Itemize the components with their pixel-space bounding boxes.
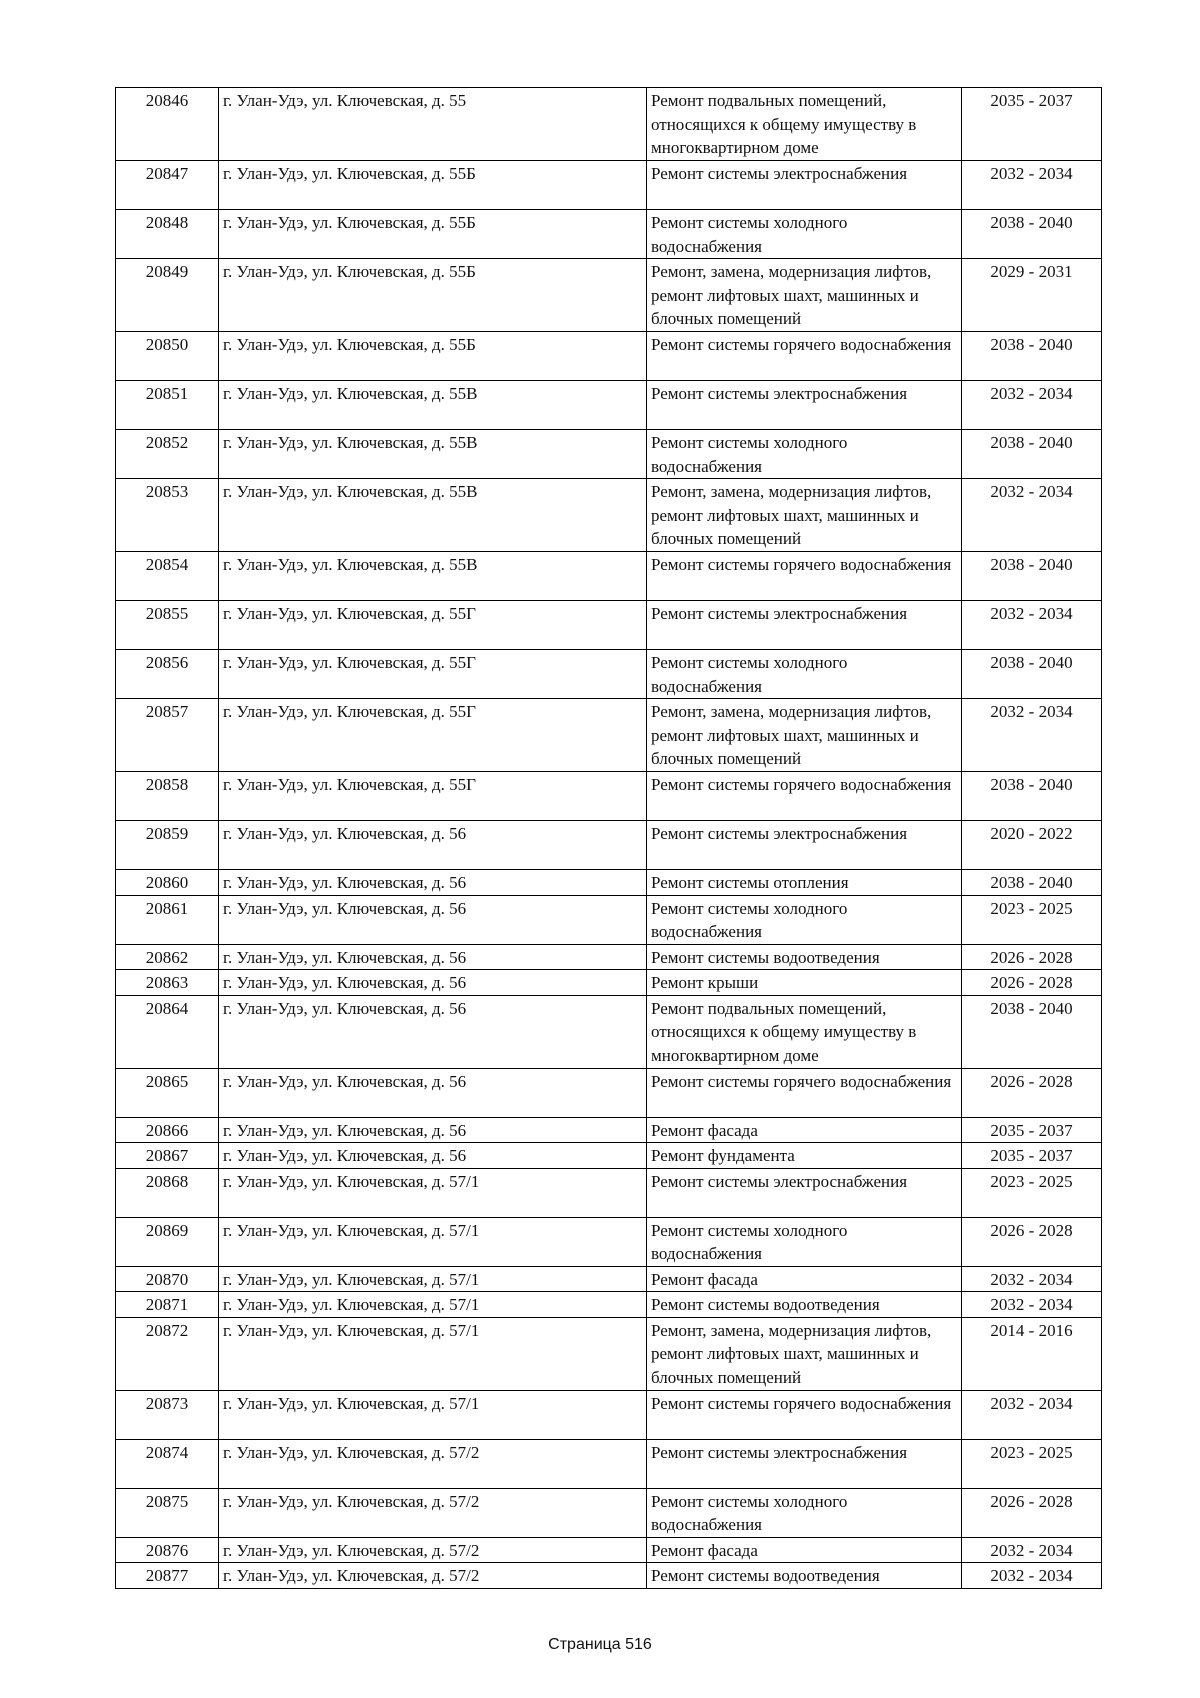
period-cell: 2038 - 2040 bbox=[962, 552, 1102, 601]
table-row bbox=[116, 870, 1102, 896]
row-number-cell: 20876 bbox=[116, 1537, 219, 1563]
table-row bbox=[116, 1317, 1102, 1390]
work-type-cell: Ремонт фасада bbox=[647, 1117, 962, 1143]
row-number-cell: 20866 bbox=[116, 1117, 219, 1143]
row-number-cell: 20862 bbox=[116, 944, 219, 970]
address-cell: г. Улан-Удэ, ул. Ключевская, д. 56 bbox=[219, 870, 647, 896]
table-row bbox=[116, 699, 1102, 772]
period-cell: 2038 - 2040 bbox=[962, 210, 1102, 259]
address-cell: г. Улан-Удэ, ул. Ключевская, д. 55 bbox=[219, 88, 647, 161]
period-cell: 2032 - 2034 bbox=[962, 601, 1102, 650]
period-cell: 2032 - 2034 bbox=[962, 381, 1102, 430]
work-type-cell: Ремонт системы водоотведения bbox=[647, 1292, 962, 1318]
period-cell: 2038 - 2040 bbox=[962, 332, 1102, 381]
work-type-cell: Ремонт подвальных помещений, относящихся к общему имуществу в многоквартирном доме bbox=[647, 88, 962, 161]
address-cell: г. Улан-Удэ, ул. Ключевская, д. 57/2 bbox=[219, 1563, 647, 1589]
row-number-cell: 20856 bbox=[116, 650, 219, 699]
row-number-cell: 20873 bbox=[116, 1390, 219, 1439]
table-row bbox=[116, 1068, 1102, 1117]
table-row bbox=[116, 821, 1102, 870]
row-number-cell: 20851 bbox=[116, 381, 219, 430]
address-cell: г. Улан-Удэ, ул. Ключевская, д. 57/2 bbox=[219, 1488, 647, 1537]
row-number-cell: 20859 bbox=[116, 821, 219, 870]
address-cell: г. Улан-Удэ, ул. Ключевская, д. 55Г bbox=[219, 601, 647, 650]
work-type-cell: Ремонт системы горячего водоснабжения bbox=[647, 1390, 962, 1439]
work-type-cell: Ремонт, замена, модернизация лифтов, ремонт лифтовых шахт, машинных и блочных помещений bbox=[647, 699, 962, 772]
table-row bbox=[116, 1117, 1102, 1143]
row-number-cell: 20861 bbox=[116, 895, 219, 944]
address-cell: г. Улан-Удэ, ул. Ключевская, д. 55Б bbox=[219, 259, 647, 332]
row-number-cell: 20877 bbox=[116, 1563, 219, 1589]
period-cell: 2026 - 2028 bbox=[962, 1488, 1102, 1537]
work-type-cell: Ремонт фасада bbox=[647, 1537, 962, 1563]
row-number-cell: 20853 bbox=[116, 479, 219, 552]
table-row bbox=[116, 479, 1102, 552]
address-cell: г. Улан-Удэ, ул. Ключевская, д. 57/1 bbox=[219, 1390, 647, 1439]
row-number-cell: 20860 bbox=[116, 870, 219, 896]
table-row bbox=[116, 944, 1102, 970]
period-cell: 2032 - 2034 bbox=[962, 1390, 1102, 1439]
row-number-cell: 20874 bbox=[116, 1439, 219, 1488]
table-row bbox=[116, 1390, 1102, 1439]
row-number-cell: 20849 bbox=[116, 259, 219, 332]
address-cell: г. Улан-Удэ, ул. Ключевская, д. 56 bbox=[219, 944, 647, 970]
address-cell: г. Улан-Удэ, ул. Ключевская, д. 56 bbox=[219, 1068, 647, 1117]
work-type-cell: Ремонт, замена, модернизация лифтов, ремонт лифтовых шахт, машинных и блочных помещений bbox=[647, 479, 962, 552]
table-row bbox=[116, 552, 1102, 601]
repair-schedule-table bbox=[115, 87, 1102, 1589]
page-number: Страница 516 bbox=[548, 1636, 652, 1653]
address-cell: г. Улан-Удэ, ул. Ключевская, д. 55В bbox=[219, 430, 647, 479]
address-cell: г. Улан-Удэ, ул. Ключевская, д. 56 bbox=[219, 1117, 647, 1143]
address-cell: г. Улан-Удэ, ул. Ключевская, д. 57/1 bbox=[219, 1217, 647, 1266]
period-cell: 2038 - 2040 bbox=[962, 870, 1102, 896]
table-row bbox=[116, 381, 1102, 430]
period-cell: 2023 - 2025 bbox=[962, 1439, 1102, 1488]
table-row bbox=[116, 259, 1102, 332]
work-type-cell: Ремонт системы горячего водоснабжения bbox=[647, 552, 962, 601]
address-cell: г. Улан-Удэ, ул. Ключевская, д. 55Б bbox=[219, 210, 647, 259]
address-cell: г. Улан-Удэ, ул. Ключевская, д. 55Б bbox=[219, 161, 647, 210]
work-type-cell: Ремонт системы горячего водоснабжения bbox=[647, 332, 962, 381]
row-number-cell: 20868 bbox=[116, 1168, 219, 1217]
address-cell: г. Улан-Удэ, ул. Ключевская, д. 55В bbox=[219, 552, 647, 601]
work-type-cell: Ремонт системы водоотведения bbox=[647, 944, 962, 970]
address-cell: г. Улан-Удэ, ул. Ключевская, д. 55Г bbox=[219, 772, 647, 821]
address-cell: г. Улан-Удэ, ул. Ключевская, д. 57/1 bbox=[219, 1168, 647, 1217]
address-cell: г. Улан-Удэ, ул. Ключевская, д. 56 bbox=[219, 895, 647, 944]
row-number-cell: 20857 bbox=[116, 699, 219, 772]
work-type-cell: Ремонт, замена, модернизация лифтов, ремонт лифтовых шахт, машинных и блочных помещений bbox=[647, 1317, 962, 1390]
table-row bbox=[116, 970, 1102, 996]
address-cell: г. Улан-Удэ, ул. Ключевская, д. 57/2 bbox=[219, 1537, 647, 1563]
table-row bbox=[116, 161, 1102, 210]
address-cell: г. Улан-Удэ, ул. Ключевская, д. 55В bbox=[219, 479, 647, 552]
period-cell: 2026 - 2028 bbox=[962, 1217, 1102, 1266]
period-cell: 2038 - 2040 bbox=[962, 430, 1102, 479]
row-number-cell: 20875 bbox=[116, 1488, 219, 1537]
row-number-cell: 20864 bbox=[116, 995, 219, 1068]
address-cell: г. Улан-Удэ, ул. Ключевская, д. 55Г bbox=[219, 650, 647, 699]
address-cell: г. Улан-Удэ, ул. Ключевская, д. 57/1 bbox=[219, 1317, 647, 1390]
period-cell: 2035 - 2037 bbox=[962, 1117, 1102, 1143]
row-number-cell: 20852 bbox=[116, 430, 219, 479]
work-type-cell: Ремонт системы электроснабжения bbox=[647, 381, 962, 430]
work-type-cell: Ремонт системы электроснабжения bbox=[647, 821, 962, 870]
work-type-cell: Ремонт системы холодного водоснабжения bbox=[647, 210, 962, 259]
work-type-cell: Ремонт системы холодного водоснабжения bbox=[647, 1217, 962, 1266]
table-body bbox=[116, 88, 1102, 1589]
work-type-cell: Ремонт системы холодного водоснабжения bbox=[647, 650, 962, 699]
table-row bbox=[116, 210, 1102, 259]
row-number-cell: 20848 bbox=[116, 210, 219, 259]
work-type-cell: Ремонт фасада bbox=[647, 1266, 962, 1292]
table-row bbox=[116, 1292, 1102, 1318]
period-cell: 2032 - 2034 bbox=[962, 479, 1102, 552]
address-cell: г. Улан-Удэ, ул. Ключевская, д. 56 bbox=[219, 995, 647, 1068]
table-row bbox=[116, 601, 1102, 650]
work-type-cell: Ремонт системы холодного водоснабжения bbox=[647, 430, 962, 479]
work-type-cell: Ремонт системы горячего водоснабжения bbox=[647, 772, 962, 821]
table-row bbox=[116, 1168, 1102, 1217]
period-cell: 2014 - 2016 bbox=[962, 1317, 1102, 1390]
row-number-cell: 20863 bbox=[116, 970, 219, 996]
period-cell: 2026 - 2028 bbox=[962, 1068, 1102, 1117]
row-number-cell: 20865 bbox=[116, 1068, 219, 1117]
work-type-cell: Ремонт системы электроснабжения bbox=[647, 1439, 962, 1488]
row-number-cell: 20847 bbox=[116, 161, 219, 210]
work-type-cell: Ремонт фундамента bbox=[647, 1143, 962, 1169]
row-number-cell: 20869 bbox=[116, 1217, 219, 1266]
work-type-cell: Ремонт системы электроснабжения bbox=[647, 161, 962, 210]
row-number-cell: 20850 bbox=[116, 332, 219, 381]
address-cell: г. Улан-Удэ, ул. Ключевская, д. 55Г bbox=[219, 699, 647, 772]
period-cell: 2035 - 2037 bbox=[962, 88, 1102, 161]
period-cell: 2032 - 2034 bbox=[962, 1537, 1102, 1563]
work-type-cell: Ремонт системы отопления bbox=[647, 870, 962, 896]
table-row bbox=[116, 772, 1102, 821]
row-number-cell: 20854 bbox=[116, 552, 219, 601]
period-cell: 2032 - 2034 bbox=[962, 161, 1102, 210]
address-cell: г. Улан-Удэ, ул. Ключевская, д. 56 bbox=[219, 970, 647, 996]
period-cell: 2032 - 2034 bbox=[962, 1292, 1102, 1318]
work-type-cell: Ремонт системы горячего водоснабжения bbox=[647, 1068, 962, 1117]
address-cell: г. Улан-Удэ, ул. Ключевская, д. 57/1 bbox=[219, 1266, 647, 1292]
address-cell: г. Улан-Удэ, ул. Ключевская, д. 57/1 bbox=[219, 1292, 647, 1318]
table-row bbox=[116, 895, 1102, 944]
period-cell: 2035 - 2037 bbox=[962, 1143, 1102, 1169]
table-row bbox=[116, 650, 1102, 699]
row-number-cell: 20872 bbox=[116, 1317, 219, 1390]
period-cell: 2032 - 2034 bbox=[962, 1563, 1102, 1589]
table-row bbox=[116, 1439, 1102, 1488]
work-type-cell: Ремонт системы холодного водоснабжения bbox=[647, 1488, 962, 1537]
period-cell: 2020 - 2022 bbox=[962, 821, 1102, 870]
address-cell: г. Улан-Удэ, ул. Ключевская, д. 55В bbox=[219, 381, 647, 430]
address-cell: г. Улан-Удэ, ул. Ключевская, д. 57/2 bbox=[219, 1439, 647, 1488]
table-row bbox=[116, 1488, 1102, 1537]
row-number-cell: 20871 bbox=[116, 1292, 219, 1318]
table-row bbox=[116, 1537, 1102, 1563]
table-row bbox=[116, 1266, 1102, 1292]
work-type-cell: Ремонт, замена, модернизация лифтов, ремонт лифтовых шахт, машинных и блочных помещений bbox=[647, 259, 962, 332]
period-cell: 2032 - 2034 bbox=[962, 1266, 1102, 1292]
address-cell: г. Улан-Удэ, ул. Ключевская, д. 56 bbox=[219, 1143, 647, 1169]
row-number-cell: 20858 bbox=[116, 772, 219, 821]
period-cell: 2023 - 2025 bbox=[962, 1168, 1102, 1217]
period-cell: 2026 - 2028 bbox=[962, 944, 1102, 970]
work-type-cell: Ремонт системы водоотведения bbox=[647, 1563, 962, 1589]
work-type-cell: Ремонт подвальных помещений, относящихся к общему имуществу в многоквартирном доме bbox=[647, 995, 962, 1068]
period-cell: 2026 - 2028 bbox=[962, 970, 1102, 996]
table-row bbox=[116, 1217, 1102, 1266]
work-type-cell: Ремонт крыши bbox=[647, 970, 962, 996]
work-type-cell: Ремонт системы электроснабжения bbox=[647, 601, 962, 650]
table-row bbox=[116, 88, 1102, 161]
period-cell: 2029 - 2031 bbox=[962, 259, 1102, 332]
period-cell: 2038 - 2040 bbox=[962, 995, 1102, 1068]
table-row bbox=[116, 332, 1102, 381]
work-type-cell: Ремонт системы электроснабжения bbox=[647, 1168, 962, 1217]
row-number-cell: 20867 bbox=[116, 1143, 219, 1169]
row-number-cell: 20870 bbox=[116, 1266, 219, 1292]
period-cell: 2032 - 2034 bbox=[962, 699, 1102, 772]
address-cell: г. Улан-Удэ, ул. Ключевская, д. 55Б bbox=[219, 332, 647, 381]
table-row bbox=[116, 995, 1102, 1068]
table-row bbox=[116, 1143, 1102, 1169]
period-cell: 2023 - 2025 bbox=[962, 895, 1102, 944]
row-number-cell: 20846 bbox=[116, 88, 219, 161]
period-cell: 2038 - 2040 bbox=[962, 772, 1102, 821]
period-cell: 2038 - 2040 bbox=[962, 650, 1102, 699]
table-row bbox=[116, 1563, 1102, 1589]
table-row bbox=[116, 430, 1102, 479]
row-number-cell: 20855 bbox=[116, 601, 219, 650]
work-type-cell: Ремонт системы холодного водоснабжения bbox=[647, 895, 962, 944]
address-cell: г. Улан-Удэ, ул. Ключевская, д. 56 bbox=[219, 821, 647, 870]
